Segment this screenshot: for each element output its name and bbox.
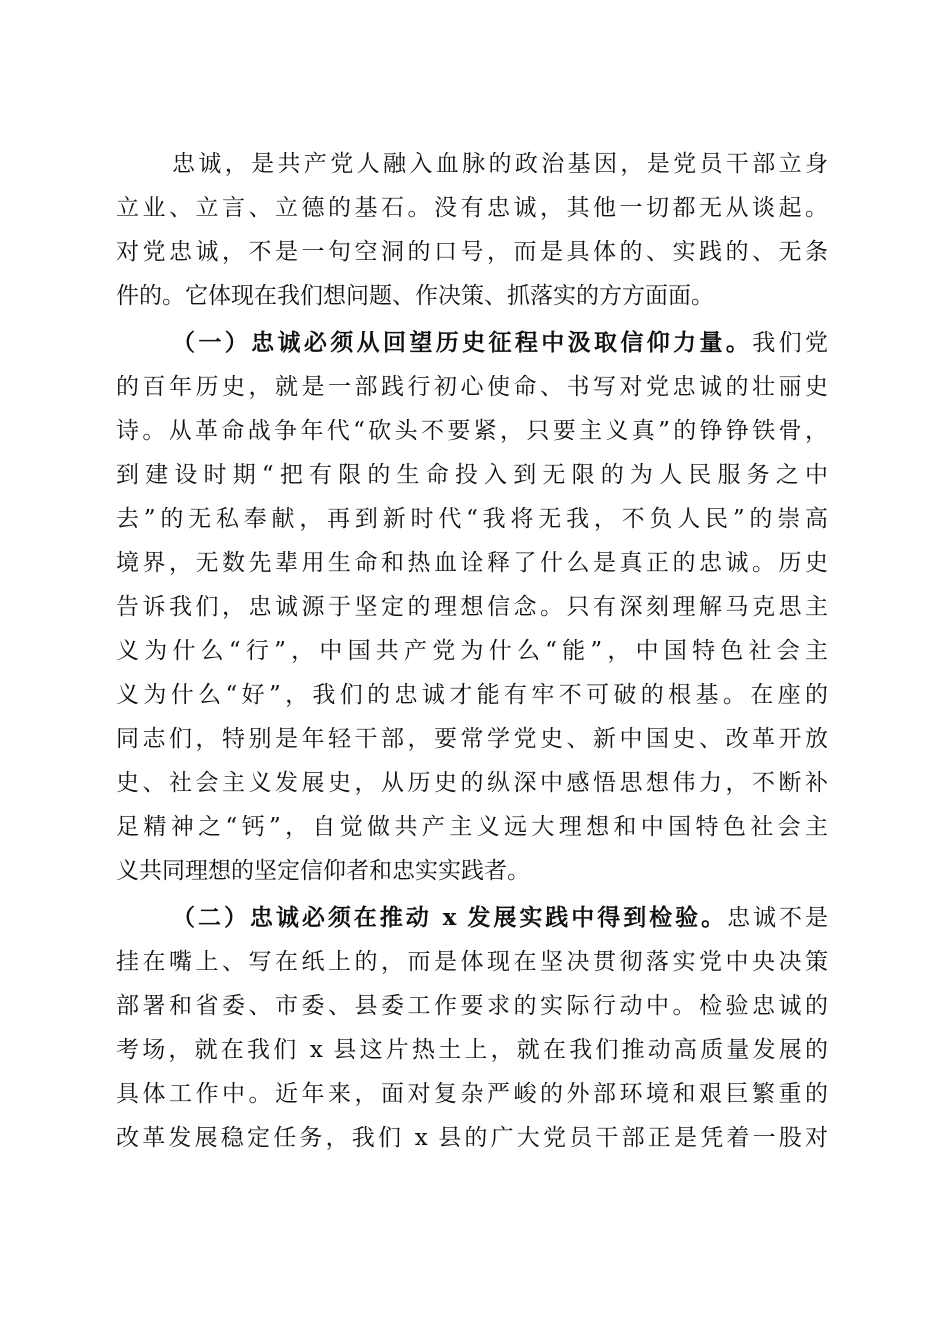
paragraph-2-line-4: 到建设时期“把有限的生命投入到无限的为人民服务之中 [116,462,828,488]
paragraph-3-line-1-tail: 忠诚不是 [727,905,828,931]
paragraph-2-line-8: 义为什么“行”，中国共产党为什么“能”，中国特色社会主 [116,638,828,664]
paragraph-3-line-4: 考场，就在我们 x 县这片热土上，就在我们推动高质量发展的 [116,1037,828,1063]
paragraph-2-line-3: 诗。从革命战争年代“砍头不要紧，只要主义真”的铮铮铁骨， [116,418,828,444]
paragraph-1-line-1: 忠诚，是共产党人融入血脉的政治基因，是党员干部立身 [172,151,828,177]
paragraph-2-line-10: 同志们，特别是年轻干部，要常学党史、新中国史、改革开放 [116,726,828,752]
paragraph-2-line-12: 足精神之“钙”，自觉做共产主义远大理想和中国特色社会主 [116,814,828,840]
paragraph-2-line-13: 义共同理想的坚定信仰者和忠实实践者。 [116,858,530,884]
paragraph-2-line-2: 的百年历史，就是一部践行初心使命、书写对党忠诚的壮丽史 [116,374,828,400]
paragraph-3-line-1 [172,896,828,940]
paragraph-3-line-3: 部署和省委、市委、县委工作要求的实际行动中。检验忠诚的 [116,993,828,1019]
paragraph-2-line-11: 史、社会主义发展史，从历史的纵深中感悟思想伟力，不断补 [116,770,828,796]
paragraph-2-line-9: 义为什么“好”，我们的忠诚才能有牢不可破的根基。在座的 [116,682,828,708]
paragraph-2-line-6: 境界，无数先辈用生命和热血诠释了什么是真正的忠诚。历史 [116,550,828,576]
paragraph-1-line-2: 立业、立言、立德的基石。没有忠诚，其他一切都无从谈起。 [116,195,828,221]
section-heading-1: （一）忠诚必须从回望历史征程中汲取信仰力量。 [172,329,753,356]
paragraph-2-line-5: 去”的无私奉献，再到新时代“我将无我，不负人民”的崇高 [116,506,828,532]
paragraph-3-line-6: 改革发展稳定任务，我们 x 县的广大党员干部正是凭着一股对 [116,1125,828,1151]
paragraph-2-line-1-tail: 我们党 [752,330,828,356]
paragraph-2-line-1 [172,321,828,365]
paragraph-1-line-4: 件的。它体现在我们想问题、作决策、抓落实的方方面面。 [116,283,714,309]
paragraph-3-line-5: 具体工作中。近年来，面对复杂严峻的外部环境和艰巨繁重的 [116,1081,828,1107]
section-heading-2: （二）忠诚必须在推动 x 发展实践中得到检验。 [172,904,728,931]
paragraph-3-line-2: 挂在嘴上、写在纸上的，而是体现在坚决贯彻落实党中央决策 [116,949,828,975]
paragraph-2-line-7: 告诉我们，忠诚源于坚定的理想信念。只有深刻理解马克思主 [116,594,828,620]
paragraph-1-line-3: 对党忠诚，不是一句空洞的口号，而是具体的、实践的、无条 [116,239,828,265]
